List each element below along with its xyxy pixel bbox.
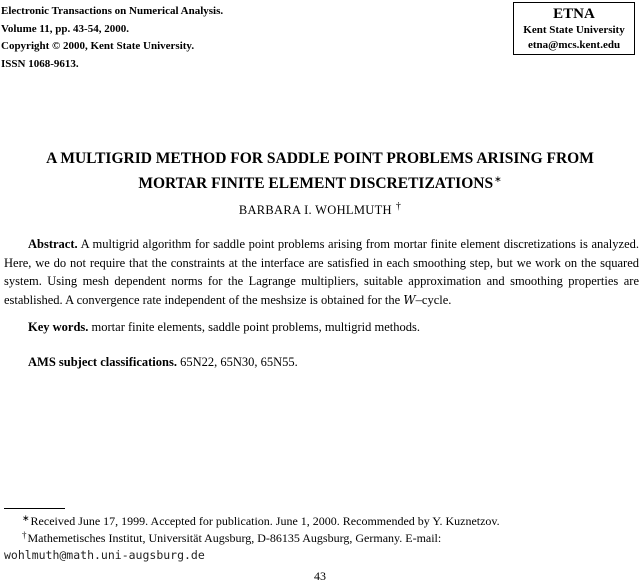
- received-mark: ∗: [22, 513, 30, 523]
- author: [0, 201, 640, 218]
- abstract-text: A multigrid algorithm for saddle point problems arising from mortar finite element discretizations is analyzed. Here, we do not require that the constraints at the interface are satisfied in each smoothing step, but we work on the squared system. Using mesh dependent norms for the Lagrange multipliers, suitable approximation and smoothing properties are established. A convergence rate independent of the meshsize is obtained for the: [4, 237, 640, 307]
- etna-university: Kent State University: [523, 24, 625, 36]
- author-footnote-mark: †: [395, 201, 402, 212]
- footnote-affiliation: [22, 530, 441, 546]
- journal-copyright: Copyright © 2000, Kent State University.: [1, 40, 195, 52]
- abstract-text-end: –cycle.: [415, 292, 452, 307]
- affiliation-mark: †: [22, 530, 27, 540]
- author-name: BARBARA I. WOHLMUTH: [238, 203, 392, 217]
- affiliation-text: Mathemetisches Institut, Universität Augsburg, D-86135 Augsburg, Germany. E-mail:: [27, 531, 442, 545]
- title-line-1: A MULTIGRID METHOD FOR SADDLE POINT PROBLEMS ARISING FROM: [46, 150, 594, 167]
- keywords: [28, 320, 420, 335]
- etna-email: etna@mcs.kent.edu: [527, 39, 621, 51]
- etna-name: ETNA: [553, 6, 595, 22]
- keywords-label: Key words.: [28, 320, 89, 334]
- received-text: Received June 17, 1999. Accepted for publication. June 1, 2000. Recommended by Y. Kuznetzov.: [30, 514, 500, 528]
- abstract-label: Abstract.: [28, 237, 78, 251]
- journal-info: [1, 3, 223, 73]
- author-email-link[interactable]: wohlmuth@math.uni-augsburg.de: [4, 548, 205, 562]
- w-cycle-symbol: W: [403, 292, 416, 307]
- abstract: [4, 235, 639, 309]
- title-footnote-mark: ∗: [494, 174, 502, 184]
- ams-text: 65N22, 65N30, 65N55.: [180, 355, 298, 369]
- etna-box: [513, 2, 635, 55]
- keywords-text: mortar finite elements, saddle point problems, multigrid methods.: [91, 320, 420, 334]
- journal-volume: Volume 11, pp. 43-54, 2000.: [1, 22, 129, 35]
- journal-name: Electronic Transactions on Numerical Analysis.: [1, 5, 224, 17]
- journal-issn: ISSN 1068-9613.: [1, 57, 79, 70]
- ams-classifications: [28, 355, 298, 370]
- page-number: 43: [314, 569, 326, 583]
- ams-label: AMS subject classifications.: [28, 355, 177, 369]
- paper-title: [0, 148, 640, 194]
- title-line-2: [0, 169, 640, 194]
- title-line-2-text: MORTAR FINITE ELEMENT DISCRETIZATIONS: [138, 175, 494, 192]
- footnote-rule: [4, 508, 65, 509]
- footnote-received: [22, 513, 500, 529]
